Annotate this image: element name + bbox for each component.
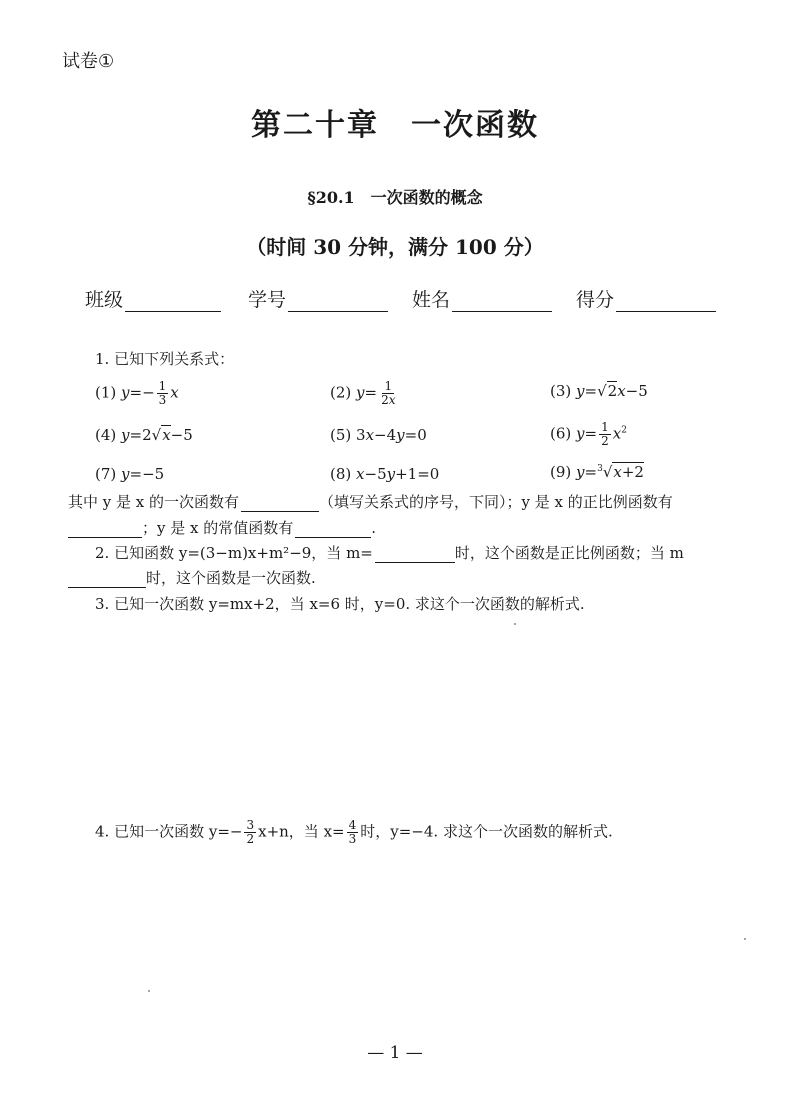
q1-item: (9) y=$^3$√x+2 <box>550 463 644 481</box>
q1-item: (1) y=− $\frac{1}{3}$ x <box>95 379 179 407</box>
q1-answer-line-1: 其中 y 是 x 的一次函数有 （填写关系式的序号，下同）；y 是 x 的正比例函数有 <box>68 493 673 511</box>
paper-label: 试卷① <box>62 51 115 72</box>
q1-item: (7) y=−5 <box>95 465 165 483</box>
class-blank[interactable] <box>125 293 221 312</box>
class-field <box>85 285 221 312</box>
q1-stem: 1. 已知下列关系式： <box>95 350 235 368</box>
name-blank[interactable] <box>452 293 552 312</box>
score-field <box>576 285 716 312</box>
scan-speck <box>148 990 150 992</box>
scan-speck <box>514 623 516 625</box>
time-limit: （时间 30 分钟，满分 100 分） <box>246 235 544 259</box>
q2-proportional-blank[interactable] <box>375 544 455 563</box>
q1-item: (3) y=√2x−5 <box>550 382 648 400</box>
q1-linear-blank[interactable] <box>241 493 319 512</box>
score-label: 得分 <box>576 289 615 311</box>
chapter-title: 第二十章 一次函数 <box>251 108 539 143</box>
q1-answer-line-2: ；y 是 x 的常值函数有 . <box>66 517 376 538</box>
section-title: §20.1 一次函数的概念 <box>307 188 483 207</box>
q3-text: 3. 已知一次函数 y=mx+2，当 x=6 时，y=0. 求这个一次函数的解析式. <box>95 595 585 613</box>
q2-line-2: 时，这个函数是一次函数. <box>66 567 316 588</box>
q1-item: (2) y= $\frac{1}{2x}$ <box>330 379 396 407</box>
q2-line-1: 2. 已知函数 y=(3−m)x+m²−9，当 m= 时，这个函数是正比例函数；当 m <box>95 544 684 562</box>
number-field <box>248 285 388 312</box>
q1-proportional-blank[interactable] <box>68 519 142 538</box>
class-label: 班级 <box>85 289 124 311</box>
q1-item: (4) y=2√x−5 <box>95 426 193 444</box>
q1-item: (8) x−5y+1=0 <box>330 465 440 483</box>
score-blank[interactable] <box>616 293 716 312</box>
name-label: 姓名 <box>412 289 451 311</box>
number-blank[interactable] <box>288 293 388 312</box>
q1-item: (6) y= $\frac{1}{2}$ $x^2$ <box>550 420 627 448</box>
page-number: — 1 — <box>367 1043 423 1063</box>
number-label: 学号 <box>248 289 287 311</box>
q2-linear-blank[interactable] <box>68 569 146 588</box>
q1-constant-blank[interactable] <box>295 519 371 538</box>
q4-text: 4. 已知一次函数 y=− $\frac{3}{2}$ x+n，当 x= $\frac{4}{3}$ 时，y=−4. 求这个一次函数的解析式. <box>95 818 613 846</box>
name-field <box>412 285 552 312</box>
q1-item: (5) 3x−4y=0 <box>330 426 427 444</box>
scan-speck <box>744 938 746 940</box>
